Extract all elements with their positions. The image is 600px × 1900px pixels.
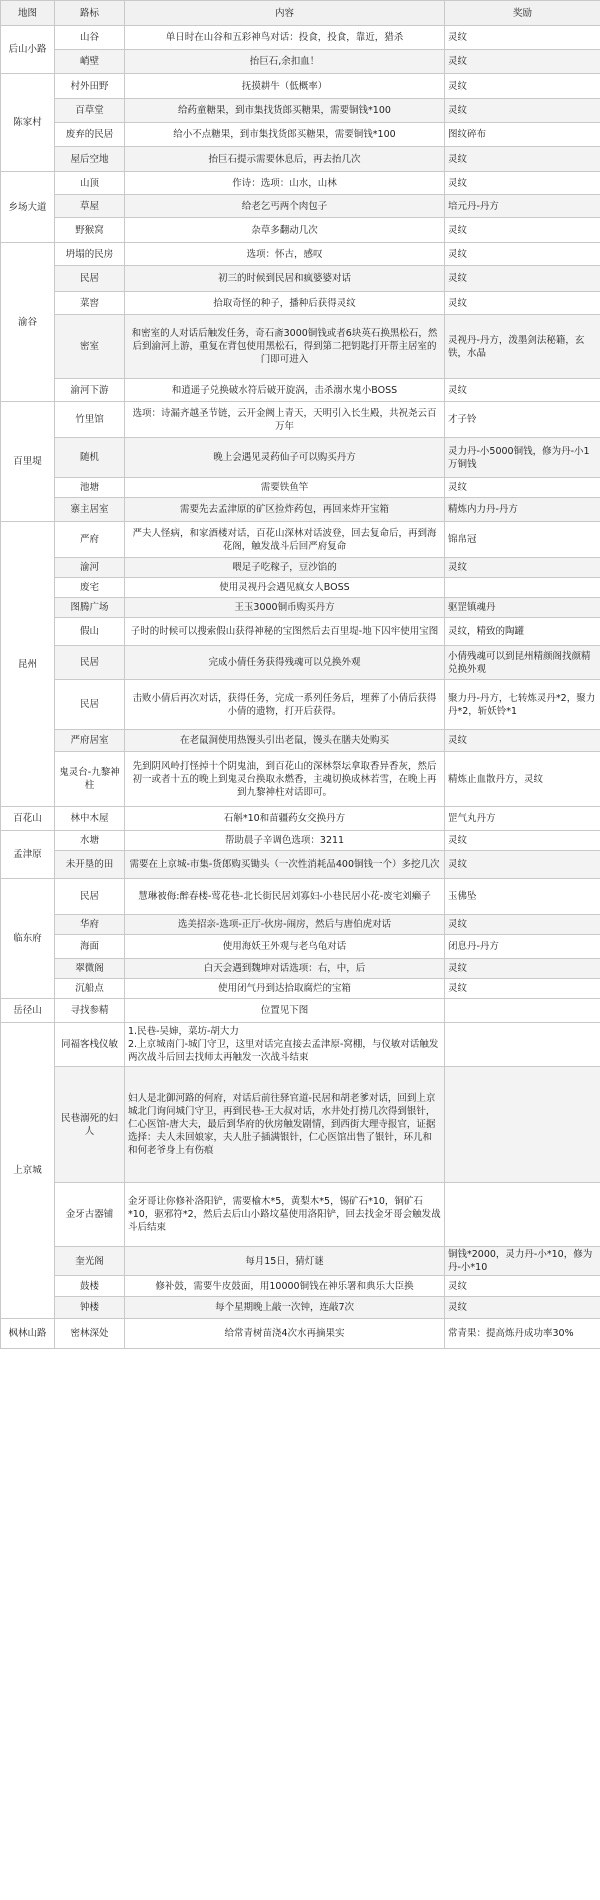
marker-cell: 屋后空地 xyxy=(55,147,125,172)
table-row xyxy=(1,74,600,99)
table-row xyxy=(1,266,600,292)
table-row xyxy=(1,730,600,752)
content-cell: 晚上会遇见灵药仙子可以购买丹方 xyxy=(125,438,445,478)
header-content: 内容 xyxy=(125,1,445,26)
reward-cell: 灵纹 xyxy=(445,266,600,292)
reward-cell: 闭息丹-丹方 xyxy=(445,935,600,959)
marker-cell: 钟楼 xyxy=(55,1297,125,1319)
reward-cell: 培元丹-丹方 xyxy=(445,195,600,218)
marker-cell: 水塘 xyxy=(55,831,125,851)
reward-cell: 灵纹 xyxy=(445,1276,600,1297)
table-row xyxy=(1,935,600,959)
content-cell: 单日时在山谷和五彩神鸟对话：投食，投食，靠近，猎杀 xyxy=(125,26,445,50)
marker-cell: 寻找参精 xyxy=(55,999,125,1023)
region-cell: 百花山 xyxy=(1,807,55,831)
content-cell: 需要在上京城-市集-货郎购买锄头（一次性消耗品400铜钱一个）多挖几次 xyxy=(125,851,445,879)
table-body xyxy=(1,26,600,1349)
marker-cell: 奎光阁 xyxy=(55,1247,125,1276)
region-cell: 陈家村 xyxy=(1,74,55,172)
table-row xyxy=(1,522,600,558)
reward-cell: 常青果：提高炼丹成功率30% xyxy=(445,1319,600,1349)
table-row xyxy=(1,172,600,195)
marker-cell: 假山 xyxy=(55,618,125,646)
content-cell: 喂足子吃稼子，豆沙馅的 xyxy=(125,558,445,578)
content-cell: 每月15日，猜灯谜 xyxy=(125,1247,445,1276)
content-cell: 1.民巷-吴婶，菜坊-胡大力 2.上京城南门-城门守卫，这里对话完直接去孟津原-窝棚，与仪敏对话触发两次战斗后回去找师太再触发一次战斗结束 xyxy=(125,1023,445,1067)
table-header-row xyxy=(1,1,600,26)
content-cell: 和逍遥子兑换破水符后破开旋涡，击杀溺水鬼小BOSS xyxy=(125,379,445,402)
table-row xyxy=(1,807,600,831)
reward-cell: 灵纹 xyxy=(445,99,600,123)
table-row xyxy=(1,752,600,807)
header-marker: 路标 xyxy=(55,1,125,26)
table-row xyxy=(1,979,600,999)
reward-cell: 灵纹 xyxy=(445,959,600,979)
reward-cell xyxy=(445,1183,600,1247)
table-row xyxy=(1,195,600,218)
content-cell: 杂草多翻动几次 xyxy=(125,218,445,243)
reward-cell: 灵纹 xyxy=(445,292,600,315)
marker-cell: 村外田野 xyxy=(55,74,125,99)
reward-cell: 灵纹 xyxy=(445,218,600,243)
table-row xyxy=(1,618,600,646)
content-cell: 抬巨石,余扣血！ xyxy=(125,50,445,74)
table-row xyxy=(1,218,600,243)
marker-cell: 寨主居室 xyxy=(55,498,125,522)
content-cell: 击败小倩后再次对话，获得任务，完成一系列任务后，埋葬了小倩后获得小倩的遗物，打开后获得。 xyxy=(125,680,445,730)
content-cell: 和密室的人对话后触发任务，奇石斋3000铜钱或者6块英石换黑松石，然后到渝河上游，重复在背包使用黑松石，得到第二把钥匙打开帮主居室的门即可进入 xyxy=(125,315,445,379)
table-row xyxy=(1,879,600,915)
table-row xyxy=(1,999,600,1023)
content-cell: 选美招亲-选项-正厅-伙房-闹房，然后与唐伯虎对话 xyxy=(125,915,445,935)
table-row xyxy=(1,1297,600,1319)
table-row xyxy=(1,292,600,315)
reward-cell: 精炼内力丹-丹方 xyxy=(445,498,600,522)
reward-cell: 灵纹 xyxy=(445,172,600,195)
marker-cell: 池塘 xyxy=(55,478,125,498)
reward-cell: 灵纹 xyxy=(445,243,600,266)
content-cell: 给常青树苗浇4次水再摘果实 xyxy=(125,1319,445,1349)
marker-cell: 随机 xyxy=(55,438,125,478)
content-cell: 作诗：选项：山水，山林 xyxy=(125,172,445,195)
marker-cell: 沉船点 xyxy=(55,979,125,999)
reward-cell: 精炼止血散丹方，灵纹 xyxy=(445,752,600,807)
table-row xyxy=(1,1276,600,1297)
content-cell: 白天会遇到魏坤对话选项：右，中，后 xyxy=(125,959,445,979)
content-cell: 选项：诗漏齐越圣节链，云开金阙上青天，天明引入长生殿，共祝尧云百万年 xyxy=(125,402,445,438)
table-row xyxy=(1,1319,600,1349)
marker-cell: 密室 xyxy=(55,315,125,379)
marker-cell: 鬼灵台-九黎神柱 xyxy=(55,752,125,807)
marker-cell: 同福客栈仪敏 xyxy=(55,1023,125,1067)
table-row xyxy=(1,26,600,50)
marker-cell: 峭壁 xyxy=(55,50,125,74)
content-cell: 初三的时候到民居和疯婆婆对话 xyxy=(125,266,445,292)
reward-cell: 灵纹 xyxy=(445,979,600,999)
reward-cell: 灵纹 xyxy=(445,478,600,498)
table-row xyxy=(1,831,600,851)
reward-cell: 聚力丹-丹方，七转炼灵丹*2，聚力丹*2，斩妖铃*1 xyxy=(445,680,600,730)
content-cell: 在老鼠洞使用热馒头引出老鼠，馒头在膳夫处购买 xyxy=(125,730,445,752)
marker-cell: 废弃的民居 xyxy=(55,123,125,147)
reward-cell: 灵力丹-小5000铜钱，修为丹-小1万铜钱 xyxy=(445,438,600,478)
marker-cell: 严府居室 xyxy=(55,730,125,752)
table-row xyxy=(1,478,600,498)
marker-cell: 海面 xyxy=(55,935,125,959)
table-row xyxy=(1,578,600,598)
content-cell: 子时的时候可以搜索假山获得神秘的宝图然后去百里堤-地下囚牢使用宝图 xyxy=(125,618,445,646)
marker-cell: 林中木屋 xyxy=(55,807,125,831)
marker-cell: 草屋 xyxy=(55,195,125,218)
region-cell: 临东府 xyxy=(1,879,55,999)
content-cell: 选项：怀古，感叹 xyxy=(125,243,445,266)
content-cell: 抚摸耕牛（低概率） xyxy=(125,74,445,99)
reward-cell: 小倩残魂可以到昆州精颜阁找颜精兑换外观 xyxy=(445,646,600,680)
marker-cell: 民居 xyxy=(55,680,125,730)
content-cell: 抬巨石提示需要休息后，再去抬几次 xyxy=(125,147,445,172)
marker-cell: 菜窖 xyxy=(55,292,125,315)
reward-cell xyxy=(445,1067,600,1183)
table-row xyxy=(1,598,600,618)
marker-cell: 渝河下游 xyxy=(55,379,125,402)
reward-cell: 灵纹 xyxy=(445,74,600,99)
reward-cell: 灵纹，精致的陶罐 xyxy=(445,618,600,646)
table-row xyxy=(1,959,600,979)
table-row xyxy=(1,123,600,147)
reward-cell: 灵纹 xyxy=(445,1297,600,1319)
table-row xyxy=(1,147,600,172)
region-cell: 昆州 xyxy=(1,522,55,807)
table-row xyxy=(1,851,600,879)
table-row xyxy=(1,1023,600,1067)
content-cell: 帮助晨子辛调色选项：3211 xyxy=(125,831,445,851)
content-cell: 王玉3000铜币购买丹方 xyxy=(125,598,445,618)
marker-cell: 翠微阁 xyxy=(55,959,125,979)
table-row xyxy=(1,99,600,123)
content-cell: 给小不点糖果，到市集找货郎买糖果，需要铜钱*100 xyxy=(125,123,445,147)
region-cell: 百里堤 xyxy=(1,402,55,522)
content-cell: 严夫人怪病，和家酒楼对话，百花山深林对话波登，回去复命后，再到海花阁，触发战斗后回严府复命 xyxy=(125,522,445,558)
marker-cell: 野猴窝 xyxy=(55,218,125,243)
marker-cell: 竹里馆 xyxy=(55,402,125,438)
content-cell: 使用闭气丹到达拾取腐烂的宝箱 xyxy=(125,979,445,999)
content-cell: 给老乞丐两个肉包子 xyxy=(125,195,445,218)
marker-cell: 鼓楼 xyxy=(55,1276,125,1297)
table-row xyxy=(1,680,600,730)
region-cell: 岳径山 xyxy=(1,999,55,1023)
marker-cell: 图腾广场 xyxy=(55,598,125,618)
marker-cell: 密林深处 xyxy=(55,1319,125,1349)
region-cell: 渝谷 xyxy=(1,243,55,402)
reward-cell: 灵纹 xyxy=(445,730,600,752)
reward-cell: 灵纹 xyxy=(445,26,600,50)
marker-cell: 未开垦的田 xyxy=(55,851,125,879)
table-row xyxy=(1,1183,600,1247)
marker-cell: 民居 xyxy=(55,879,125,915)
table-row xyxy=(1,315,600,379)
table-row xyxy=(1,438,600,478)
reward-cell xyxy=(445,578,600,598)
header-map: 地图 xyxy=(1,1,55,26)
marker-cell: 严府 xyxy=(55,522,125,558)
content-cell: 使用海妖王外观与老乌龟对话 xyxy=(125,935,445,959)
reward-cell: 灵纹 xyxy=(445,915,600,935)
marker-cell: 废宅 xyxy=(55,578,125,598)
reward-cell: 才子铃 xyxy=(445,402,600,438)
region-cell: 上京城 xyxy=(1,1023,55,1319)
marker-cell: 民巷溺死的妇人 xyxy=(55,1067,125,1183)
reward-cell: 灵纹 xyxy=(445,831,600,851)
table-row xyxy=(1,50,600,74)
table-row xyxy=(1,646,600,680)
marker-cell: 民居 xyxy=(55,266,125,292)
reward-cell: 灵纹 xyxy=(445,379,600,402)
content-cell: 石斛*10和苗疆药女交换丹方 xyxy=(125,807,445,831)
marker-cell: 民居 xyxy=(55,646,125,680)
content-cell: 需要先去孟津原的矿区捡炸药包，再回来炸开宝箱 xyxy=(125,498,445,522)
reward-cell: 玉佛坠 xyxy=(445,879,600,915)
table-row xyxy=(1,402,600,438)
reward-cell: 灵纹 xyxy=(445,851,600,879)
table-row xyxy=(1,1067,600,1183)
marker-cell: 金牙古器铺 xyxy=(55,1183,125,1247)
reward-cell: 灵纹 xyxy=(445,558,600,578)
table-row xyxy=(1,915,600,935)
reward-cell: 铜钱*2000，灵力丹-小*10，修为丹-小*10 xyxy=(445,1247,600,1276)
reward-cell xyxy=(445,1023,600,1067)
content-cell: 需要铁鱼竿 xyxy=(125,478,445,498)
marker-cell: 渝河 xyxy=(55,558,125,578)
reward-cell: 锦帛冠 xyxy=(445,522,600,558)
content-cell: 使用灵视丹会遇见疯女人BOSS xyxy=(125,578,445,598)
marker-cell: 山谷 xyxy=(55,26,125,50)
reward-cell: 灵纹 xyxy=(445,50,600,74)
reward-cell xyxy=(445,999,600,1023)
content-cell: 每个星期晚上敲一次钟，连敲7次 xyxy=(125,1297,445,1319)
table-row xyxy=(1,498,600,522)
marker-cell: 坍塌的民房 xyxy=(55,243,125,266)
content-cell: 慧琳被侮:醉春楼-莺花巷-北长街民居刘寡妇-小巷民居小花-废宅刘癞子 xyxy=(125,879,445,915)
reward-cell: 灵视丹-丹方，泼墨剑法秘籍，玄铁，水晶 xyxy=(445,315,600,379)
table-row xyxy=(1,379,600,402)
table-row xyxy=(1,243,600,266)
table-row xyxy=(1,558,600,578)
content-cell: 给药童糖果，到市集找货郎买糖果，需要铜钱*100 xyxy=(125,99,445,123)
reward-cell: 罡气丸丹方 xyxy=(445,807,600,831)
content-cell: 拾取奇怪的种子，播种后获得灵纹 xyxy=(125,292,445,315)
region-cell: 孟津原 xyxy=(1,831,55,879)
table-row xyxy=(1,1247,600,1276)
reward-cell: 驱罡镇魂丹 xyxy=(445,598,600,618)
region-cell: 乡场大道 xyxy=(1,172,55,243)
content-cell: 先到阴风岭打怪掉十个阴鬼油，到百花山的深林祭坛拿取香异香灰，然后初一或者十五的晚上到鬼灵台换取永燃香，主魂切换成林若雪，在晚上再到九黎神柱对话即可。 xyxy=(125,752,445,807)
content-cell: 妇人是北御河路的何府，对话后前往驿官道-民居和胡老爹对话，回到上京城北门询问城门守卫，再到民巷-王大叔对话，水井处打捞几次得到银针，仁心医馆-唐大夫，最后到华府的伙房触发剧情，到西街大理寺报官，证据选择：夫人未回娘家，夫人肚子插满银针，仁心医馆出售了银针，环儿和和何老爷身上有伤痕 xyxy=(125,1067,445,1183)
header-reward: 奖励 xyxy=(445,1,600,26)
reward-cell: 图纹碎布 xyxy=(445,123,600,147)
reward-cell: 灵纹 xyxy=(445,147,600,172)
marker-cell: 山顶 xyxy=(55,172,125,195)
content-cell: 金牙哥让你修补洛阳铲，需要榆木*5，黄梨木*5，锡矿石*10，铜矿石*10，驱邪符*2，然后去后山小路坟墓使用洛阳铲，回去找金牙哥会触发战斗后结束 xyxy=(125,1183,445,1247)
content-cell: 完成小倩任务获得残魂可以兑换外观 xyxy=(125,646,445,680)
content-cell: 修补鼓，需要牛皮鼓面，用10000铜钱在神乐署和典乐大臣换 xyxy=(125,1276,445,1297)
region-cell: 后山小路 xyxy=(1,26,55,74)
marker-cell: 华府 xyxy=(55,915,125,935)
marker-cell: 百草堂 xyxy=(55,99,125,123)
content-cell: 位置见下图 xyxy=(125,999,445,1023)
region-cell: 枫林山路 xyxy=(1,1319,55,1349)
